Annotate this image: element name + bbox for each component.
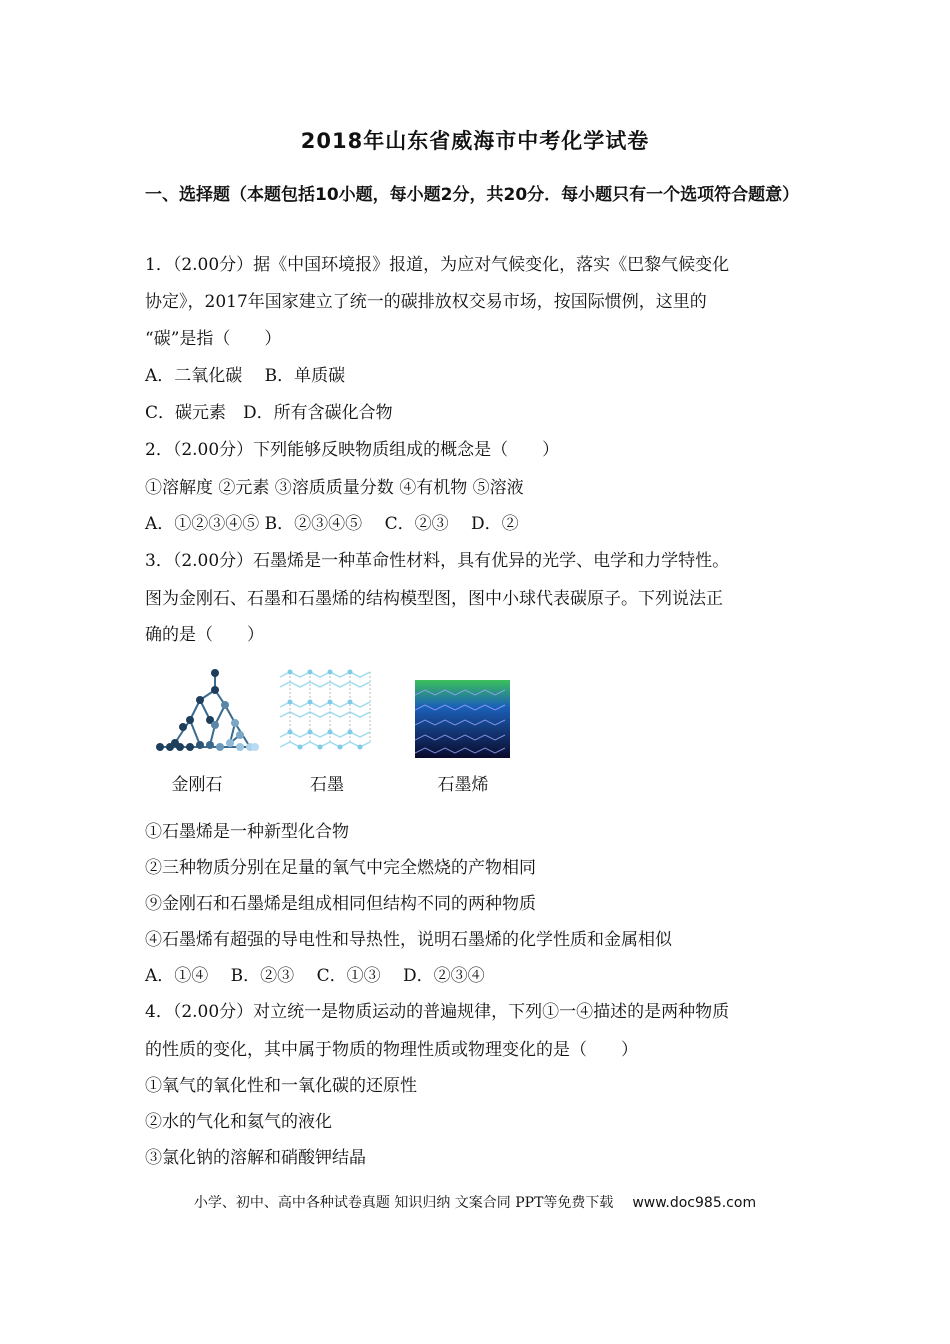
structure-figures [145, 660, 545, 800]
text-line: ④石墨烯有超强的导电性和导热性，说明石墨烯的化学性质和金属相似 [145, 930, 672, 950]
text-line: ①石墨烯是一种新型化合物 [145, 822, 349, 842]
text-line: 1．（2.00分）据《中国环境报》报道，为应对气候变化，落实《巴黎气候变化 [145, 255, 730, 275]
text-line: ②水的气化和氦气的液化 [145, 1112, 332, 1132]
graphite-label: 石墨 [310, 775, 344, 795]
graphene-label: 石墨烯 [437, 775, 489, 795]
diamond-structure-image [155, 665, 265, 760]
page-footer [0, 1192, 950, 1212]
text-line: A．二氧化碳 B．单质碳 [145, 366, 346, 386]
text-line: ①氧气的氧化性和一氧化碳的还原性 [145, 1076, 417, 1096]
text-line: ⑨金刚石和石墨烯是组成相同但结构不同的两种物质 [145, 894, 536, 914]
text-line: 2．（2.00分）下列能够反映物质组成的概念是（ ） [145, 440, 560, 460]
text-line: 图为金刚石、石墨和石墨烯的结构模型图，图中小球代表碳原子。下列说法正 [145, 589, 723, 609]
text-line: 协定》，2017年国家建立了统一的碳排放权交易市场，按国际惯例，这里的 [145, 292, 707, 312]
text-line: 4．（2.00分）对立统一是物质运动的普遍规律，下列①一④描述的是两种物质 [145, 1002, 730, 1022]
text-line: ①溶解度 ②元素 ③溶质质量分数 ④有机物 ⑤溶液 [145, 478, 524, 498]
text-line: 3．（2.00分）石墨烯是一种革命性材料，具有优异的光学、电学和力学特性。 [145, 551, 730, 571]
text-line: ②三种物质分别在足量的氧气中完全燃烧的产物相同 [145, 858, 536, 878]
footer-text: 小学、初中、高中各种试卷真题 知识归纳 文案合同 PPT等免费下载 [193, 1195, 614, 1211]
text-line: ③氯化钠的溶解和硝酸钾结晶 [145, 1148, 366, 1168]
text-line: A．①②③④⑤ B．②③④⑤ C．②③ D．② [145, 514, 519, 534]
footer-url-link[interactable]: www.doc985.com [632, 1195, 757, 1211]
section-heading: 一、选择题（本题包括10小题，每小题2分，共20分．每小题只有一个选项符合题意） [145, 185, 800, 205]
text-line: A．①④ B．②③ C．①③ D．②③④ [145, 966, 485, 986]
text-line: 确的是（ ） [145, 625, 264, 645]
text-line: “碳”是指（ ） [145, 329, 282, 349]
text-line: 的性质的变化，其中属于物质的物理性质或物理变化的是（ ） [145, 1040, 638, 1060]
page-title: 2018年山东省威海市中考化学试卷 [300, 129, 650, 153]
diamond-label: 金刚石 [171, 775, 223, 795]
graphite-structure-image [275, 662, 375, 760]
graphene-structure-image [415, 680, 510, 758]
text-line: C．碳元素 D．所有含碳化合物 [145, 403, 393, 423]
